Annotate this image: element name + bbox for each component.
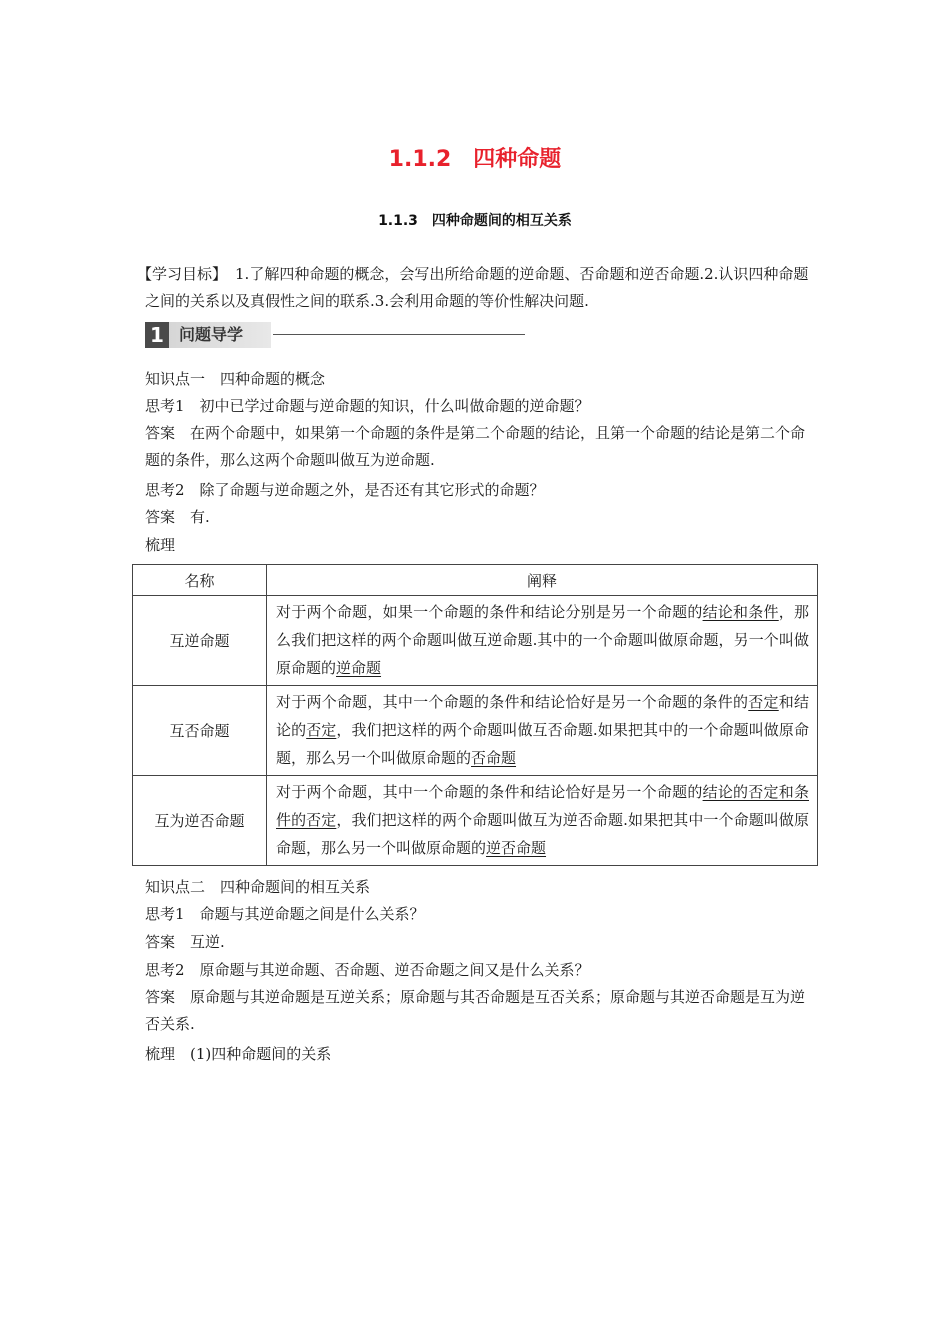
learning-goal	[137, 261, 810, 315]
row-name: 互为逆否命题	[133, 776, 267, 866]
table-row	[133, 596, 818, 686]
think-2-answer: 答案 有.	[145, 508, 210, 526]
learning-goal-text: 1.了解四种命题的概念，会写出所给命题的逆命题、否命题和逆否命题.2.认识四种命题之间的关系以及真假性之间的联系.3.会利用命题的等价性解决问题.	[145, 265, 809, 310]
think-1-answer: 答案 在两个命题中，如果第一个命题的条件是第二个命题的结论，且第一个命题的结论是第二个命题的条件，那么这两个命题叫做互为逆命题.	[145, 424, 806, 469]
underlined-answer: 结论和条件	[702, 603, 779, 621]
header-name: 名称	[133, 565, 267, 596]
text-segment: 和结论的	[276, 693, 809, 739]
underlined-answer: 否定	[306, 721, 337, 739]
underlined-answer: 逆否命题	[486, 839, 547, 857]
row-explanation	[267, 686, 818, 776]
think-2-answer: 答案 原命题与其逆命题是互逆关系；原命题与其否命题是互否关系；原命题与其逆否命题是互为逆否关系.	[145, 988, 806, 1033]
think-2-question: 思考2 除了命题与逆命题之外，是否还有其它形式的命题？	[145, 481, 545, 499]
section-number: 1	[145, 322, 169, 348]
knowledge-point-2-heading: 知识点二 四种命题间的相互关系	[145, 878, 371, 896]
row-explanation	[267, 596, 818, 686]
underlined-answer: 否命题	[471, 749, 517, 767]
underlined-answer: 逆命题	[336, 659, 382, 677]
header-explanation: 阐释	[267, 565, 818, 596]
page-subtitle: 1.1.3 四种命题间的相互关系	[378, 213, 572, 229]
learning-goal-tag: 【学习目标】	[137, 265, 228, 283]
think-1-question: 思考1 初中已学过命题与逆命题的知识，什么叫做命题的逆命题？	[145, 397, 590, 415]
underlined-answer: 否定	[748, 693, 779, 711]
summary-label: 梳理 (1)四种命题间的关系	[145, 1045, 332, 1063]
row-explanation	[267, 776, 818, 866]
table-row	[133, 686, 818, 776]
think-1-answer: 答案 互逆.	[145, 933, 225, 951]
row-name: 互否命题	[133, 686, 267, 776]
text-segment: ，我们把这样的两个命题叫做互为逆否命题.如果把其中一个命题叫做原命题，那么另一个叫做原命题的	[276, 811, 809, 857]
section-label: 问题导学	[179, 325, 244, 344]
underlined-answer: 结论的否定和条件的否定	[276, 783, 809, 829]
think-2-question: 思考2 原命题与其逆命题、否命题、逆否命题之间又是什么关系？	[145, 961, 590, 979]
think-1-question: 思考1 命题与其逆命题之间是什么关系？	[145, 905, 425, 923]
section-divider	[273, 334, 525, 335]
page-title: 1.1.2 四种命题	[388, 147, 562, 172]
text-segment: 对于两个命题，如果一个命题的条件和结论分别是另一个命题的	[276, 603, 703, 621]
knowledge-point-1-heading: 知识点一 四种命题的概念	[145, 370, 326, 388]
text-segment: ，那么我们把这样的两个命题叫做互逆命题.其中的一个命题叫做原命题，另一个叫做原命题的	[276, 603, 809, 677]
text-segment: ，我们把这样的两个命题叫做互否命题.如果把其中的一个命题叫做原命题，那么另一个叫做原命题的	[276, 721, 809, 767]
summary-label: 梳理	[145, 536, 176, 554]
text-segment: 对于两个命题，其中一个命题的条件和结论恰好是另一个命题的条件的	[276, 693, 749, 711]
proposition-table	[132, 564, 818, 866]
row-name: 互逆命题	[133, 596, 267, 686]
section-header	[145, 322, 525, 348]
text-segment: 对于两个命题，其中一个命题的条件和结论恰好是另一个命题的	[276, 783, 703, 801]
table-header-row	[133, 565, 818, 596]
table-row	[133, 776, 818, 866]
